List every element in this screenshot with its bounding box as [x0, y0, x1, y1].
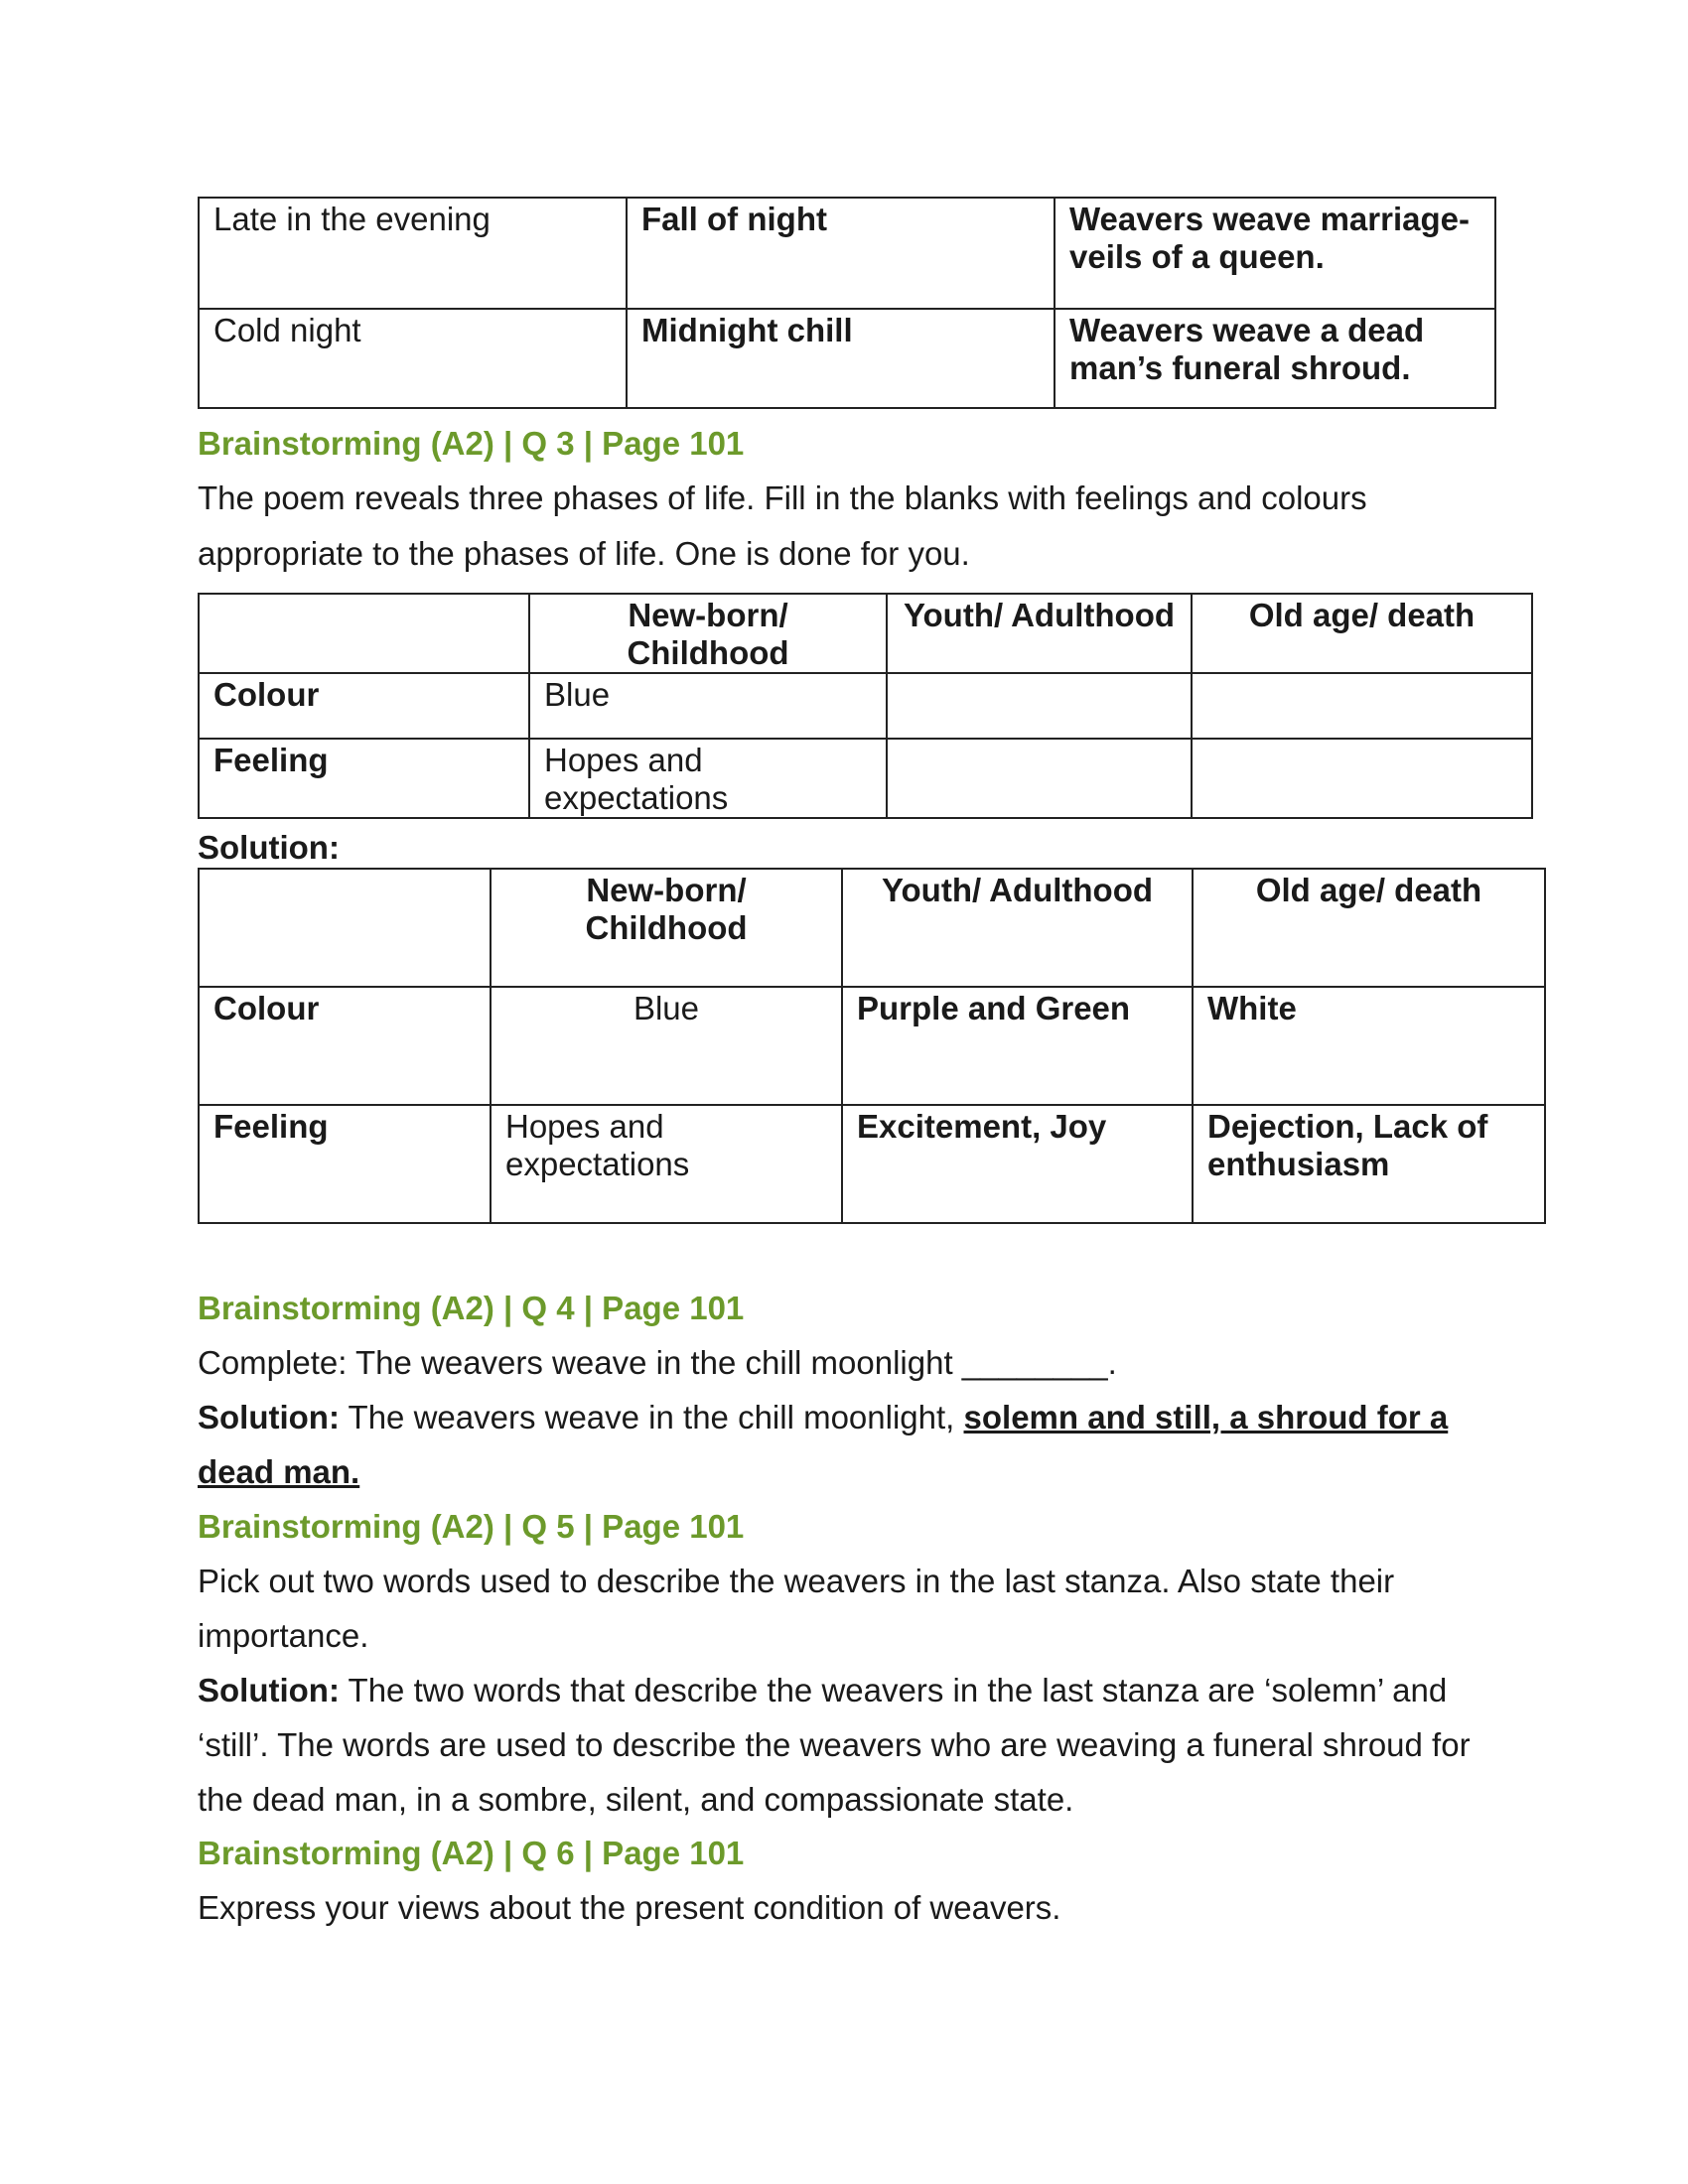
table-cell: Blue [529, 673, 887, 739]
q4-solution [198, 1399, 1448, 1436]
solution-label: Solution: [198, 1672, 340, 1708]
table-cell: Blue [491, 987, 842, 1105]
table-header-cell [199, 869, 491, 987]
table-header-cell [199, 594, 529, 673]
q3-question-line: appropriate to the phases of life. One is done for you. [198, 535, 970, 572]
q5-question-line: importance. [198, 1617, 369, 1654]
table-cell: Cold night [199, 309, 627, 408]
phases-solution-table [198, 868, 1546, 1224]
table-header-cell: Youth/ Adulthood [842, 869, 1193, 987]
table-cell: Feeling [199, 739, 529, 818]
table-header-row [199, 594, 1532, 673]
table-cell [887, 673, 1192, 739]
solution-text: The two words that describe the weavers in the last stanza are ‘solemn’ and [339, 1672, 1448, 1708]
table-row [199, 673, 1532, 739]
q5-solution-line: the dead man, in a sombre, silent, and compassionate state. [198, 1781, 1074, 1818]
q6-heading: Brainstorming (A2) | Q 6 | Page 101 [198, 1835, 745, 1871]
table-row [199, 739, 1532, 818]
table-cell: Hopes and expectations [491, 1105, 842, 1223]
table-cell: Excitement, Joy [842, 1105, 1193, 1223]
table-cell: Colour [199, 673, 529, 739]
q6-question: Express your views about the present condition of weavers. [198, 1889, 1061, 1926]
table-cell [1192, 673, 1532, 739]
table-cell: Fall of night [627, 198, 1055, 309]
table-cell: Weavers weave a dead man’s funeral shroud. [1055, 309, 1495, 408]
q3-question-line: The poem reveals three phases of life. Fill in the blanks with feelings and colours [198, 479, 1367, 516]
q5-question-line: Pick out two words used to describe the weavers in the last stanza. Also state their [198, 1563, 1395, 1599]
table-row [199, 309, 1495, 408]
q5-solution [198, 1672, 1447, 1709]
table-cell: Weavers weave marriage-veils of a queen. [1055, 198, 1495, 309]
solution-answer: solemn and still, a shroud for a [963, 1399, 1449, 1435]
table-cell: Colour [199, 987, 491, 1105]
table-cell: Dejection, Lack of enthusiasm [1193, 1105, 1545, 1223]
table-cell: Midnight chill [627, 309, 1055, 408]
q4-solution-continued [198, 1453, 359, 1491]
table-header-cell: Old age/ death [1193, 869, 1545, 987]
table-header-cell: Youth/ Adulthood [887, 594, 1192, 673]
time-of-day-table [198, 197, 1496, 409]
solution-label: Solution: [198, 1399, 340, 1435]
q3-heading: Brainstorming (A2) | Q 3 | Page 101 [198, 425, 745, 462]
solution-label: Solution: [198, 829, 340, 866]
q4-question: Complete: The weavers weave in the chill moonlight ________. [198, 1344, 1117, 1381]
table-row [199, 1105, 1545, 1223]
table-cell: Feeling [199, 1105, 491, 1223]
q4-heading: Brainstorming (A2) | Q 4 | Page 101 [198, 1290, 745, 1326]
phases-question-table [198, 593, 1533, 819]
solution-text: The weavers weave in the chill moonlight, [339, 1399, 964, 1435]
table-cell: White [1193, 987, 1545, 1105]
table-cell [887, 739, 1192, 818]
table-cell: Purple and Green [842, 987, 1193, 1105]
q5-solution-line: ‘still’. The words are used to describe the weavers who are weaving a funeral shroud for [198, 1726, 1471, 1763]
table-cell [1192, 739, 1532, 818]
table-row [199, 987, 1545, 1105]
table-header-cell: New-born/ Childhood [529, 594, 887, 673]
table-cell: Late in the evening [199, 198, 627, 309]
solution-answer: dead man. [198, 1453, 360, 1490]
table-header-cell: New-born/ Childhood [491, 869, 842, 987]
q5-heading: Brainstorming (A2) | Q 5 | Page 101 [198, 1508, 745, 1545]
table-header-cell: Old age/ death [1192, 594, 1532, 673]
table-header-row [199, 869, 1545, 987]
table-row [199, 198, 1495, 309]
table-cell: Hopes and expectations [529, 739, 887, 818]
